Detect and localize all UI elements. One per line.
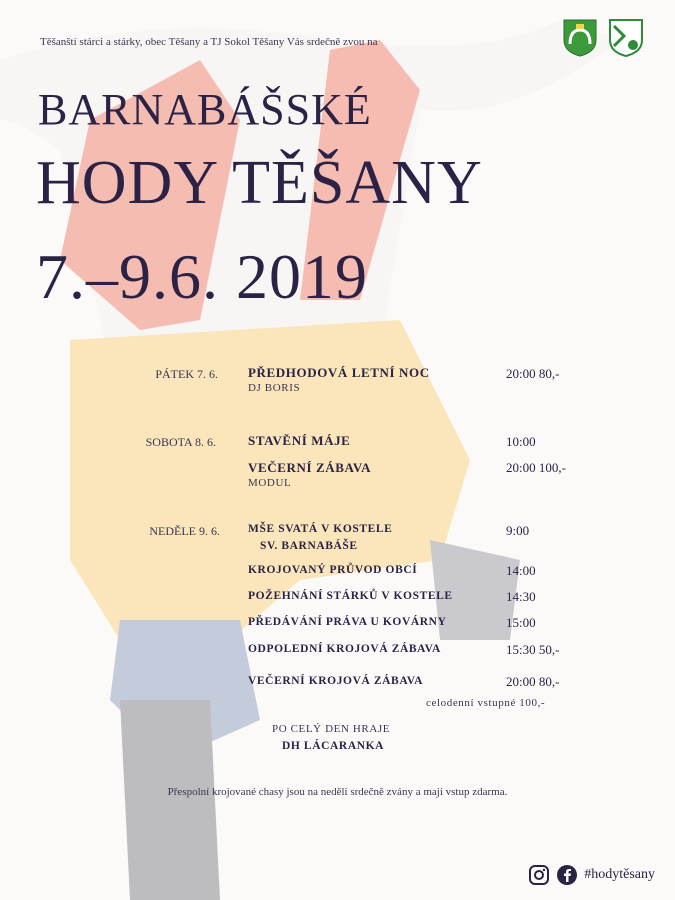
day-sunday: NEDĚLE 9. 6. bbox=[149, 524, 220, 538]
sub-dj: DJ BORIS bbox=[248, 382, 301, 394]
time-pruvod: 14:00 bbox=[506, 563, 536, 578]
footer-note: Přespolní krojované chasy jsou na neděli srdečně zvány a mají vstup zdarma. bbox=[167, 786, 508, 798]
time-pozehnani: 14:30 bbox=[506, 589, 536, 604]
event-pozehnani: POŽEHNÁNÍ STÁRKŮ V KOSTELE bbox=[248, 590, 453, 602]
instagram-icon[interactable] bbox=[528, 864, 550, 886]
obec-tesany-crest-icon bbox=[562, 18, 598, 58]
time-vecerni-krojova: 20:00 80,- bbox=[506, 674, 560, 689]
social-links bbox=[528, 864, 655, 886]
event-vecerni-krojova: VEČERNÍ KROJOVÁ ZÁBAVA bbox=[248, 675, 424, 687]
title-line-1: BARNABÁŠSKÉ bbox=[38, 85, 372, 134]
allday-price: celodenní vstupné 100,- bbox=[426, 697, 546, 709]
event-odpoledni-zabava: ODPOLEDNÍ KROJOVÁ ZÁBAVA bbox=[248, 643, 441, 655]
logos bbox=[562, 18, 644, 58]
time-staveni-maje: 10:00 bbox=[506, 434, 536, 449]
title-line-2: HODY TĚŠANY bbox=[36, 149, 483, 217]
event-predavani-prava: PŘEDÁVÁNÍ PRÁVA U KOVÁRNY bbox=[248, 616, 447, 628]
day-friday: PÁTEK 7. 6. bbox=[155, 367, 218, 381]
event-pruvod: KROJOVANÝ PRŮVOD OBCÍ bbox=[248, 564, 418, 576]
event-predhodova: PŘEDHODOVÁ LETNÍ NOC bbox=[248, 365, 430, 380]
event-mse-svata-line2: SV. BARNABÁŠE bbox=[260, 540, 358, 552]
day-saturday: SOBOTA 8. 6. bbox=[145, 435, 216, 449]
intro-text: Těšanští stárci a stárky, obec Těšany a TJ Sokol Těšany Vás srdečně zvou na bbox=[40, 36, 378, 48]
event-staveni-maje: STAVĚNÍ MÁJE bbox=[248, 433, 351, 448]
time-mse: 9:00 bbox=[506, 523, 530, 538]
event-mse-svata: MŠE SVATÁ V KOSTELE bbox=[248, 523, 393, 535]
time-friday: 20:00 80,- bbox=[506, 366, 560, 381]
time-predavani: 15:00 bbox=[506, 615, 536, 630]
event-vecerni-zabava: VEČERNÍ ZÁBAVA bbox=[248, 460, 372, 475]
tj-sokol-tesany-crest-icon bbox=[608, 18, 644, 58]
facebook-icon[interactable] bbox=[556, 864, 578, 886]
time-odpoledni: 15:30 50,- bbox=[506, 642, 560, 657]
music-line-1: PO CELÝ DEN HRAJE bbox=[272, 723, 391, 735]
time-vecerni-zabava: 20:00 100,- bbox=[506, 460, 566, 475]
hashtag[interactable]: #hodytěsany bbox=[584, 867, 655, 882]
sub-modul: MODUL bbox=[248, 477, 292, 489]
title-dates: 7.–9.6. 2019 bbox=[36, 241, 368, 312]
music-band: DH LÁCARANKA bbox=[282, 740, 385, 752]
